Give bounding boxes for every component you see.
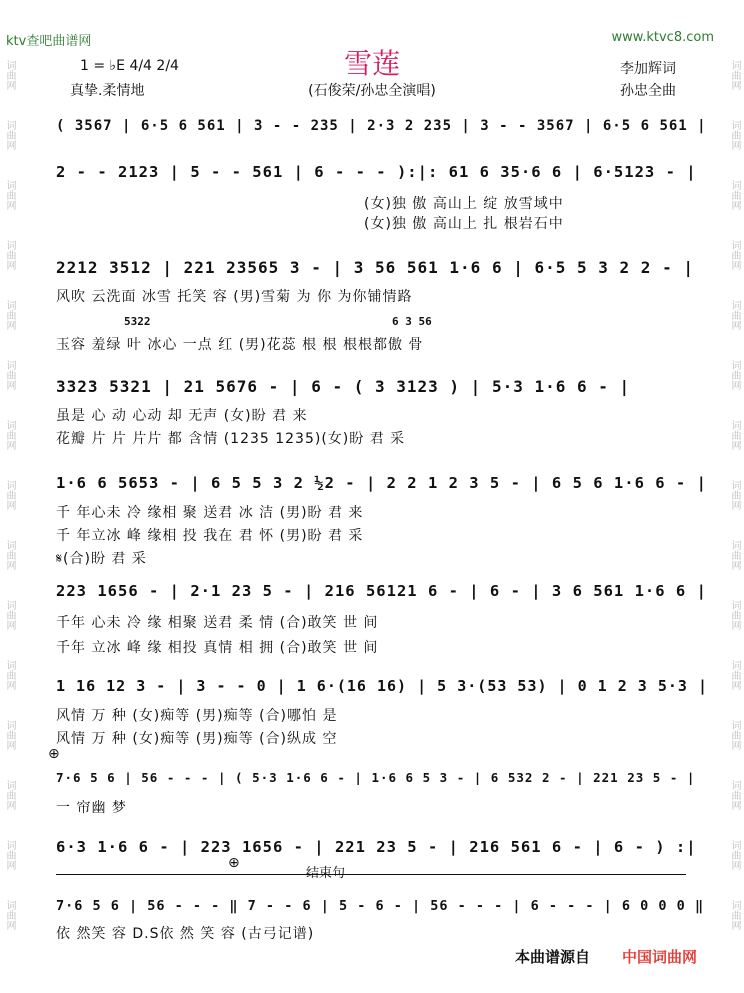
watermark-text: 词曲网: [4, 120, 15, 150]
watermark-text: 词曲网: [4, 660, 15, 690]
footer-source-site: 中国词曲网: [622, 948, 698, 966]
lyric-line: 虽是 心 动 心动 却 无声 (女)盼 君 来: [56, 408, 308, 424]
notation-row: 6·3 1·6 6 - | 223 1656 - | 221 23 5 - | 216 561 6 - | 6 - ) :|: [56, 838, 697, 856]
watermark-text: 词曲网: [729, 600, 740, 630]
notation-row: 6 3 56: [392, 315, 432, 328]
lyric-line: 千年 心未 冷 缘 相聚 送君 柔 情 (合)敢笑 世 间: [56, 615, 379, 631]
lyric-line: (女)独 傲 高山上 扎 根岩石中: [364, 216, 564, 232]
watermark-text: 词曲网: [729, 240, 740, 270]
lyric-line: 千 年心未 冷 缘相 聚 送君 冰 洁 (男)盼 君 来: [56, 505, 364, 521]
watermark-text: 词曲网: [4, 60, 15, 90]
watermark-text: 词曲网: [4, 900, 15, 930]
notation-row: ( 3567 | 6·5 6 561 | 3 - - 235 | 2·3 2 235 | 3 - - 3567 | 6·5 6 561 |: [56, 118, 707, 134]
coda-mark-icon: ⊕: [48, 746, 60, 762]
lyric-line: 千年 立冰 峰 缘 相投 真情 相 拥 (合)敢笑 世 间: [56, 640, 379, 656]
ending-bracket-line: [56, 874, 686, 875]
lyric-line: 风情 万 种 (女)痴等 (男)痴等 (合)纵成 空: [56, 731, 338, 747]
site-logo-left: ktv查吧曲谱网: [6, 34, 92, 49]
watermark-text: 词曲网: [729, 540, 740, 570]
notation-row: 2 - - 2123 | 5 - - 561 | 6 - - - ):|: 61 6 35·6 6 | 6·5123 - |: [56, 163, 697, 181]
lyric-line: 玉容 羞绿 叶 冰心 一点 红 (男)花蕊 根 根 根根都傲 骨: [56, 337, 424, 353]
lyric-line: 一 帘幽 梦: [56, 800, 127, 816]
lyric-line: (女)独 傲 高山上 绽 放雪域中: [364, 196, 564, 212]
watermark-text: 词曲网: [4, 420, 15, 450]
watermark-text: 词曲网: [729, 720, 740, 750]
notation-row: 5322: [124, 315, 151, 328]
watermark-text: 词曲网: [729, 780, 740, 810]
notation-row: 1 16 12 3 - | 3 - - 0 | 1 6·(16 16) | 5 3·(53 53) | 0 1 2 3 5·3 |: [56, 677, 708, 695]
lyric-line: 风吹 云洗面 冰雪 托笑 容 (男)雪菊 为 你 为你铺情路: [56, 289, 413, 305]
watermark-text: 词曲网: [4, 180, 15, 210]
footer-source: 本曲谱源自: [515, 948, 591, 966]
watermark-text: 词曲网: [4, 840, 15, 870]
watermark-text: 词曲网: [4, 300, 15, 330]
watermark-text: 词曲网: [729, 420, 740, 450]
watermark-text: 词曲网: [729, 300, 740, 330]
notation-row: 223 1656 - | 2·1 23 5 - | 216 56121 6 - | 6 - | 3 6 561 1·6 6 |: [56, 582, 707, 600]
watermark-text: 词曲网: [729, 900, 740, 930]
watermark-text: 词曲网: [4, 780, 15, 810]
site-url-right: www.ktvc8.com: [611, 30, 714, 45]
watermark-text: 词曲网: [729, 360, 740, 390]
lyricist: 李加辉词: [620, 61, 676, 77]
watermark-text: 词曲网: [729, 180, 740, 210]
notation-row: 7·6 5 6 | 56 - - - | ( 5·3 1·6 6 - | 1·6 6 5 3 - | 6 532 2 - | 221 23 5 - |: [56, 770, 696, 785]
lyric-line: 𝄋(合)盼 君 采: [56, 551, 147, 567]
ending-label: 结束句: [306, 866, 346, 881]
watermark-text: 词曲网: [729, 660, 740, 690]
watermark-text: 词曲网: [729, 480, 740, 510]
notation-row: 1·6 6 5653 - | 6 5 5 3 2 ½2 - | 2 2 1 2 3 5 - | 6 5 6 1·6 6 - |: [56, 474, 707, 492]
watermark-text: 词曲网: [4, 480, 15, 510]
watermark-text: 词曲网: [4, 240, 15, 270]
lyric-line: 风情 万 种 (女)痴等 (男)痴等 (合)哪怕 是: [56, 708, 338, 724]
notation-row: 7·6 5 6 | 56 - - - ‖ 7 - - 6 | 5 - 6 - | 56 - - - | 6 - - - | 6 0 0 0 ‖: [56, 898, 705, 914]
tempo-marking: 真挚.柔情地: [70, 83, 145, 99]
coda-mark-icon-2: ⊕: [228, 855, 240, 871]
song-title: 雪莲: [343, 47, 400, 80]
watermark-text: 词曲网: [4, 720, 15, 750]
lyric-line: 花瓣 片 片 片片 都 含情 (1235 1235)(女)盼 君 采: [56, 431, 406, 447]
notation-row: 3323 5321 | 21 5676 - | 6 - ( 3 3123 ) | 5·3 1·6 6 - |: [56, 377, 631, 396]
notation-row: 2212 3512 | 221 23565 3 - | 3 56 561 1·6 6 | 6·5 5 3 2 2 - |: [56, 258, 694, 277]
lyric-line: 千 年立冰 峰 缘相 投 我在 君 怀 (男)盼 君 采: [56, 528, 364, 544]
lyric-line: 依 然笑 容 D.S依 然 笑 容 (古弓记谱): [56, 926, 315, 942]
performers: (石俊荣/孙忠全演唱): [308, 83, 436, 99]
watermark-text: 词曲网: [729, 840, 740, 870]
key-signature: 1 = ♭E 4/4 2/4: [80, 58, 179, 74]
watermark-text: 词曲网: [729, 60, 740, 90]
watermark-text: 词曲网: [729, 120, 740, 150]
watermark-text: 词曲网: [4, 540, 15, 570]
composer: 孙忠全曲: [620, 83, 676, 99]
watermark-text: 词曲网: [4, 600, 15, 630]
watermark-text: 词曲网: [4, 360, 15, 390]
